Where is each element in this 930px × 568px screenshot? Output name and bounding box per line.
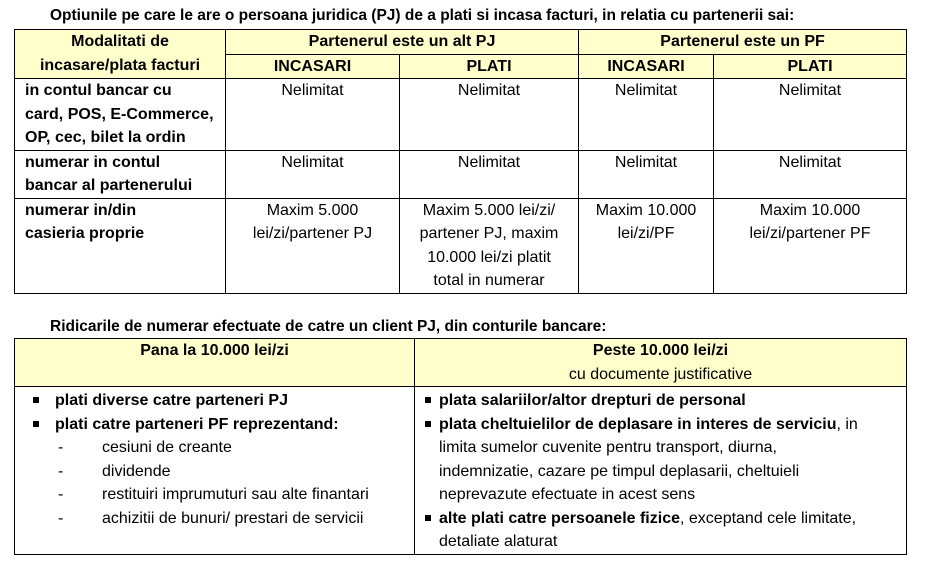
- row-label: numerar in/din casieria proprie: [15, 198, 226, 293]
- header-pj-incasari: INCASARI: [226, 54, 400, 79]
- header-peste-subtitle: cu documente justificative: [568, 365, 753, 383]
- dash-icon: -: [58, 509, 64, 527]
- header-pf-plati: PLATI: [714, 54, 907, 79]
- section1-title: Optiunile pe care le are o persoana juridica (PJ) de a plati si incasa facturi, in relatia cu partenerii sai:: [50, 7, 795, 24]
- table-cell: Maxim 5.000 lei/zi/partener PJ: [226, 198, 400, 293]
- list-item: plati diverse catre parteneri PJ: [15, 389, 414, 413]
- header-pj-plati: PLATI: [400, 54, 579, 79]
- table-row: [15, 79, 907, 151]
- dash-icon: -: [58, 486, 64, 503]
- list-item: plata salariilor/altor drepturi de personal: [415, 389, 906, 413]
- left-list: [15, 387, 415, 555]
- table-row: [15, 387, 907, 555]
- list-item: - dividende: [15, 460, 414, 484]
- payment-options-table: [14, 29, 907, 294]
- cash-withdrawal-table: [14, 338, 907, 555]
- header-pana-la-10000: Pana la 10.000 lei/zi: [15, 339, 415, 387]
- right-list: [415, 387, 907, 555]
- bullet-icon: [425, 515, 431, 521]
- header-modalitati: Modalitati de incasare/plata facturi: [15, 30, 226, 79]
- table-cell: Nelimitat: [579, 150, 714, 198]
- header-partener-pf: Partenerul este un PF: [579, 30, 907, 55]
- bullet-icon: [425, 397, 431, 403]
- header-pf-incasari: INCASARI: [579, 54, 714, 79]
- list-item: - achizitii de bunuri/ prestari de servicii: [15, 507, 414, 531]
- dash-icon: -: [58, 439, 64, 456]
- list-item: - cesiuni de creante: [15, 436, 414, 460]
- row-label: in contul bancar cu card, POS, E-Commerce, OP, cec, bilet la ordin: [15, 79, 226, 151]
- table-cell: Maxim 10.000 lei/zi/partener PF: [714, 198, 907, 293]
- table-cell: Nelimitat: [714, 79, 907, 151]
- table-cell: Nelimitat: [400, 150, 579, 198]
- table-cell: Nelimitat: [400, 79, 579, 151]
- row-label: numerar in contul bancar al partenerului: [15, 150, 226, 198]
- bullet-icon: [425, 421, 431, 427]
- table-cell: Nelimitat: [714, 150, 907, 198]
- table-cell: Maxim 5.000 lei/zi/ partener PJ, maxim 10.000 lei/zi platit total in numerar: [400, 198, 579, 293]
- list-item: plata cheltuielilor de deplasare in interes de serviciu, in limita sumelor cuvenite pentru transport, diurna, indemnizatie, cazare pe timpul deplasarii, cheltuieli neprevazute efectuate in acest sens: [415, 413, 906, 507]
- table-row: [15, 150, 907, 198]
- bullet-icon: [33, 397, 39, 403]
- list-item: plati catre parteneri PF reprezentand:: [15, 413, 414, 437]
- table-cell: Nelimitat: [226, 150, 400, 198]
- header-partener-pj: Partenerul este un alt PJ: [226, 30, 579, 55]
- table-cell: Maxim 10.000 lei/zi/PF: [579, 198, 714, 293]
- list-item: - restituiri imprumuturi sau alte finantari: [15, 483, 414, 507]
- table-cell: Nelimitat: [579, 79, 714, 151]
- list-item: alte plati catre persoanele fizice, exceptand cele limitate, detaliate alaturat: [415, 507, 906, 554]
- table-row: [15, 198, 907, 293]
- bullet-icon: [33, 421, 39, 427]
- section2-title: Ridicarile de numerar efectuate de catre un client PJ, din conturile bancare:: [50, 318, 607, 335]
- table-cell: Nelimitat: [226, 79, 400, 151]
- header-peste-10000: Peste 10.000 lei/zi cu documente justificative: [415, 339, 907, 387]
- dash-icon: -: [58, 462, 64, 480]
